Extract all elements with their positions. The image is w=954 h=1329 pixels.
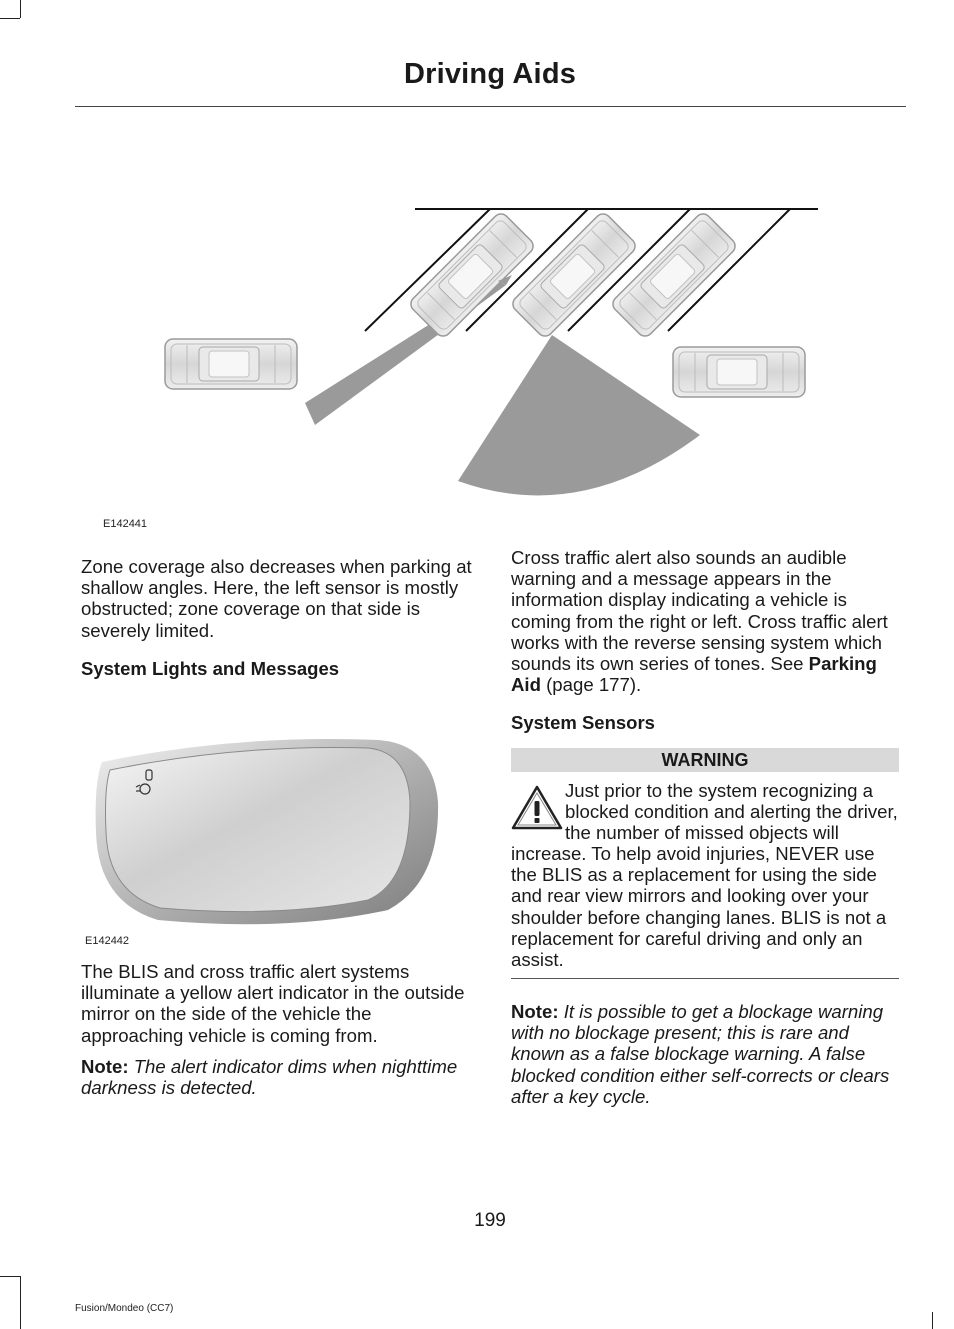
left-column-lower <box>81 961 476 1098</box>
paragraph: Zone coverage also decreases when parking at shallow angles. Here, the left sensor is mostly obstructed; zone coverage on that side is severely limited. <box>81 556 472 641</box>
crop-mark <box>0 18 20 19</box>
warning-triangle-icon <box>511 784 563 832</box>
paragraph <box>511 547 903 695</box>
right-column <box>511 547 903 734</box>
page-reference-link[interactable]: Parking Aid <box>511 653 877 696</box>
crop-mark <box>0 1276 20 1277</box>
angled-parking-diagram <box>150 195 830 520</box>
section-heading: System Lights and Messages <box>81 657 340 679</box>
footer-model: Fusion/Mondeo (CC7) <box>75 1303 174 1314</box>
page-number: 199 <box>474 1210 506 1231</box>
note-text: It is possible to get a blockage warning with no blockage present; this is rare and known as a false blockage warning. A false blocked condition either self-corrects or clears after a key cycle. <box>511 1001 890 1107</box>
crop-mark <box>20 1276 21 1329</box>
side-mirror-illustration <box>88 732 443 932</box>
left-column <box>81 556 476 679</box>
section-heading: System Sensors <box>511 712 655 734</box>
note-label: Note: <box>511 1001 559 1022</box>
page-reference: (page 177). <box>540 674 642 696</box>
note-text: The alert indicator dims when nighttime darkness is detected. <box>81 1055 458 1099</box>
crop-mark <box>20 0 21 18</box>
figure-id: E142442 <box>85 935 130 947</box>
warning-divider <box>511 978 899 979</box>
figure-id: E142441 <box>103 518 148 530</box>
paragraph: The BLIS and cross traffic alert systems illuminate a yellow alert indicator in the outside mirror on the side of the vehicle the approaching vehicle is coming from. <box>81 961 465 1046</box>
warning-text: Just prior to the system recognizing a blocked condition and alerting the driver, the number of missed objects will increase. To help avoid injuries, NEVER use the BLIS as a replacement for using the side and rear view mirrors and looking over your shoulder before changing lanes. BLIS is not a replacement for careful driving and only an assist. <box>511 780 898 970</box>
note-label: Note: <box>81 1055 129 1077</box>
paragraph-text: Cross traffic alert also sounds an audible warning and a message appears in the information display indicating a vehicle is coming from the right or left. Cross traffic alert works with the reverse sensing system which sounds its own series of tones. See <box>511 547 888 675</box>
warning-body <box>511 780 901 970</box>
crop-mark <box>932 1312 933 1329</box>
right-column-note <box>511 1001 903 1107</box>
page-title: Driving Aids <box>403 58 577 90</box>
note <box>81 1056 476 1098</box>
warning-header: WARNING <box>511 748 899 772</box>
header-divider <box>75 106 906 107</box>
note <box>511 1001 903 1107</box>
